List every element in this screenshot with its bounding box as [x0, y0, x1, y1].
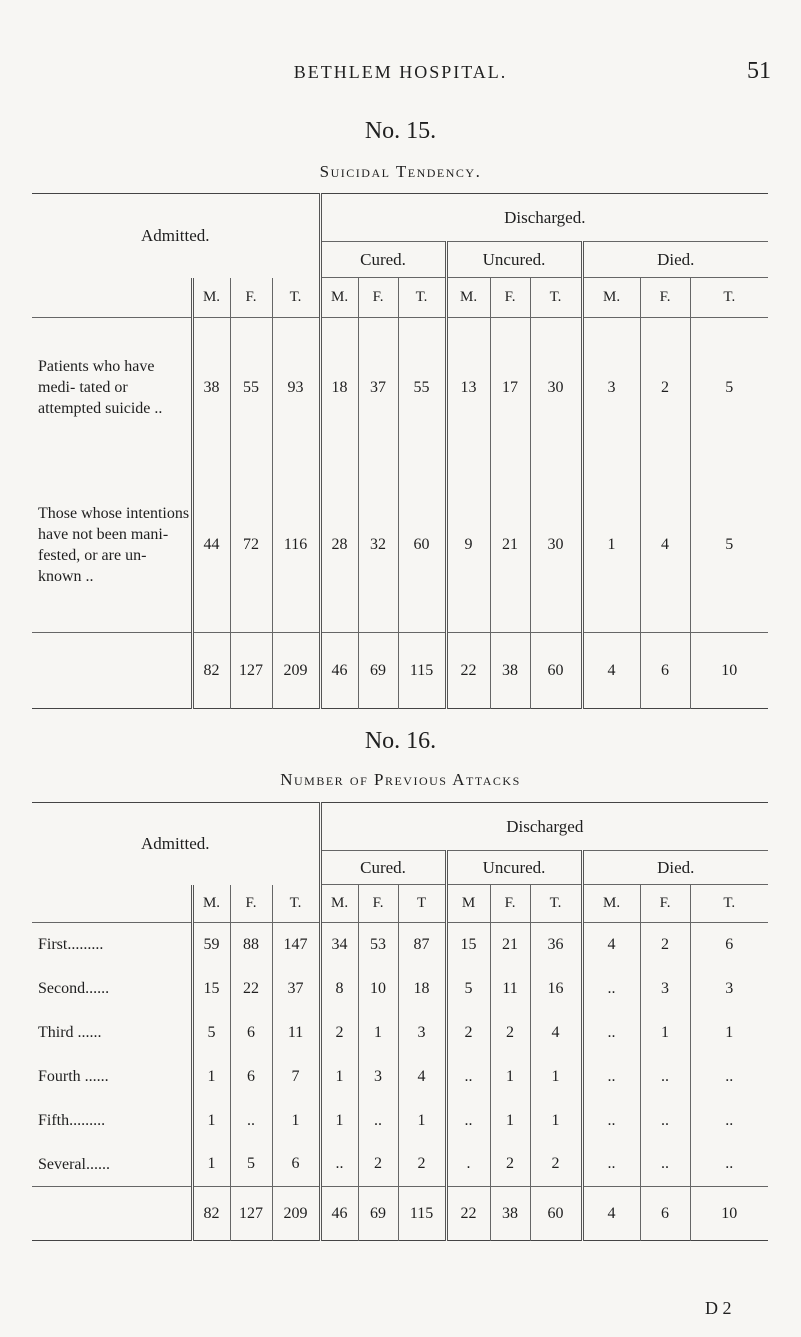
table-cell: 15: [446, 923, 490, 967]
table-cell: 22: [446, 633, 490, 709]
table-cell: 127: [230, 633, 272, 709]
table-row: [32, 318, 768, 458]
table-cell: ..: [582, 1143, 640, 1187]
table-cell: 36: [530, 923, 582, 967]
table-cell: 37: [272, 967, 320, 1011]
table-cell: 34: [320, 923, 358, 967]
table-cell: 127: [230, 1187, 272, 1241]
table15-col-header: F.: [640, 278, 690, 318]
table-cell: 82: [192, 1187, 230, 1241]
page-number: 51: [747, 58, 771, 84]
table-cell: 2: [640, 318, 690, 458]
table16-group-cured: Cured.: [320, 851, 446, 885]
table15-group-died: Died.: [582, 242, 768, 278]
table15-col-header: T.: [272, 278, 320, 318]
table-cell: 7: [272, 1055, 320, 1099]
table15-col-header: M.: [192, 278, 230, 318]
table-cell: ..: [446, 1055, 490, 1099]
table-cell: 28: [320, 458, 358, 633]
table-cell: 6: [640, 633, 690, 709]
table-cell: 116: [272, 458, 320, 633]
table-cell: 115: [398, 1187, 446, 1241]
table16-totals-row: [32, 1187, 768, 1241]
table-cell: 4: [582, 923, 640, 967]
table-cell: .: [446, 1143, 490, 1187]
table16-stub-header: [32, 885, 192, 923]
table-cell: 13: [446, 318, 490, 458]
table16-discharged-header: Discharged: [320, 803, 768, 851]
table-cell: 38: [192, 318, 230, 458]
table16-row-label: Several......: [38, 1155, 110, 1173]
table-cell: 6: [690, 923, 768, 967]
table-cell: 69: [358, 633, 398, 709]
table-cell: 6: [230, 1011, 272, 1055]
table-cell: 2: [398, 1143, 446, 1187]
table-cell: 1: [530, 1099, 582, 1143]
table16-col-header: M.: [582, 885, 640, 923]
table-cell: 69: [358, 1187, 398, 1241]
table-cell: 17: [490, 318, 530, 458]
table15-col-header: T.: [690, 278, 768, 318]
table-cell: 5: [192, 1011, 230, 1055]
table-cell: 88: [230, 923, 272, 967]
table-cell: 30: [530, 318, 582, 458]
table-cell: 1: [320, 1099, 358, 1143]
table-cell: 10: [358, 967, 398, 1011]
table16-admitted-header: Admitted.: [141, 833, 210, 853]
table-cell: ..: [640, 1055, 690, 1099]
table15-number: No. 15.: [364, 118, 437, 144]
table-cell: 60: [530, 1187, 582, 1241]
table-cell: 44: [192, 458, 230, 633]
table-cell: 10: [690, 633, 768, 709]
table15-col-header: T.: [398, 278, 446, 318]
table-cell: 2: [358, 1143, 398, 1187]
table-cell: 11: [490, 967, 530, 1011]
table-cell: 2: [446, 1011, 490, 1055]
table-cell: 8: [320, 967, 358, 1011]
table15-title: Suicidal Tendency.: [319, 162, 482, 181]
table-cell: 55: [398, 318, 446, 458]
table-cell: ..: [690, 1143, 768, 1187]
table16-row-label: First.........: [38, 936, 104, 954]
table15-col-header: F.: [230, 278, 272, 318]
table-cell: 2: [490, 1143, 530, 1187]
table16-row-label: Fourth ......: [38, 1068, 109, 1085]
table-cell: 22: [230, 967, 272, 1011]
table-cell: 6: [640, 1187, 690, 1241]
table-cell: 21: [490, 458, 530, 633]
table16-group-uncured: Uncured.: [446, 851, 582, 885]
table15-col-header: M.: [582, 278, 640, 318]
table-cell: 1: [490, 1055, 530, 1099]
table-cell: 82: [192, 633, 230, 709]
table-cell: ..: [690, 1055, 768, 1099]
table15-col-header: F.: [490, 278, 530, 318]
table-cell: 4: [582, 633, 640, 709]
table-cell: 2: [640, 923, 690, 967]
table15-stub-header: [32, 278, 192, 318]
table-cell: 147: [272, 923, 320, 967]
table-cell: 4: [398, 1055, 446, 1099]
table-cell: 3: [640, 967, 690, 1011]
table-cell: 1: [582, 458, 640, 633]
signature-mark: D 2: [705, 1298, 732, 1318]
table16-number: No. 16.: [364, 728, 437, 754]
table-cell: 1: [398, 1099, 446, 1143]
table-cell: 1: [192, 1055, 230, 1099]
table-cell: 1: [640, 1011, 690, 1055]
table-cell: 4: [640, 458, 690, 633]
table-cell: 22: [446, 1187, 490, 1241]
table-cell: 18: [320, 318, 358, 458]
table16-col-header: T.: [530, 885, 582, 923]
table-cell: 60: [530, 633, 582, 709]
table16-row-label: Third ......: [38, 1024, 102, 1041]
table-cell: 3: [358, 1055, 398, 1099]
table-cell: 5: [230, 1143, 272, 1187]
table-cell: 46: [320, 1187, 358, 1241]
table-cell: 6: [272, 1143, 320, 1187]
table15: [32, 193, 768, 709]
table-cell: 1: [192, 1099, 230, 1143]
table-cell: 32: [358, 458, 398, 633]
table-cell: 209: [272, 633, 320, 709]
table16-title: Number of Previous Attacks: [280, 770, 521, 789]
table-cell: 3: [398, 1011, 446, 1055]
table16-row-label: Fifth.........: [38, 1112, 106, 1129]
table-cell: ..: [640, 1143, 690, 1187]
table16-col-header: F.: [230, 885, 272, 923]
table15-row-label: Patients who have medi- tated or attempted suicide ..: [38, 358, 163, 418]
table15-admitted-header: Admitted.: [141, 225, 210, 245]
table15-col-header: M.: [320, 278, 358, 318]
table-cell: ..: [690, 1099, 768, 1143]
table-cell: 21: [490, 923, 530, 967]
table-cell: ..: [582, 1055, 640, 1099]
table-cell: ..: [358, 1099, 398, 1143]
table-cell: 5: [446, 967, 490, 1011]
table-row: [32, 1055, 768, 1099]
table-cell: ..: [582, 1011, 640, 1055]
table-cell: 5: [690, 458, 768, 633]
table-cell: 55: [230, 318, 272, 458]
table-cell: 30: [530, 458, 582, 633]
table-cell: ..: [320, 1143, 358, 1187]
table-cell: 5: [690, 318, 768, 458]
table16-col-header: T.: [272, 885, 320, 923]
table16-col-header: T.: [690, 885, 768, 923]
table-cell: ..: [582, 1099, 640, 1143]
table-cell: ..: [640, 1099, 690, 1143]
table-cell: 2: [530, 1143, 582, 1187]
table-cell: 46: [320, 633, 358, 709]
table15-col-header: F.: [358, 278, 398, 318]
table-cell: 53: [358, 923, 398, 967]
table-cell: 1: [358, 1011, 398, 1055]
table15-totals-row: [32, 633, 768, 709]
table-cell: 60: [398, 458, 446, 633]
table-cell: 38: [490, 1187, 530, 1241]
table-cell: 1: [320, 1055, 358, 1099]
table-cell: ..: [446, 1099, 490, 1143]
table15-discharged-header: Discharged.: [320, 194, 768, 242]
table-cell: 16: [530, 967, 582, 1011]
table-cell: 72: [230, 458, 272, 633]
table-cell: 37: [358, 318, 398, 458]
table-row: [32, 1011, 768, 1055]
table-cell: 1: [490, 1099, 530, 1143]
table-cell: 10: [690, 1187, 768, 1241]
table-cell: 3: [690, 967, 768, 1011]
table-cell: 11: [272, 1011, 320, 1055]
table16-col-header: F.: [358, 885, 398, 923]
table-cell: 1: [192, 1143, 230, 1187]
table-row: [32, 923, 768, 967]
table-cell: 209: [272, 1187, 320, 1241]
table-cell: 4: [530, 1011, 582, 1055]
table16-col-header: M.: [192, 885, 230, 923]
table-cell: 115: [398, 633, 446, 709]
table-cell: 15: [192, 967, 230, 1011]
table16-col-header: M: [446, 885, 490, 923]
running-head: [0, 58, 801, 86]
table-row: [32, 1143, 768, 1187]
table-cell: 1: [530, 1055, 582, 1099]
table16-row-label: Second......: [38, 980, 110, 997]
table15-col-header: T.: [530, 278, 582, 318]
table-cell: 4: [582, 1187, 640, 1241]
table-cell: 6: [230, 1055, 272, 1099]
table16-totals-label: [32, 1187, 192, 1241]
table-cell: 1: [272, 1099, 320, 1143]
table15-group-cured: Cured.: [320, 242, 446, 278]
table-cell: 38: [490, 633, 530, 709]
table-row: [32, 1099, 768, 1143]
table16-col-header: F.: [490, 885, 530, 923]
table16-col-header: T: [398, 885, 446, 923]
table-cell: 9: [446, 458, 490, 633]
table-cell: 18: [398, 967, 446, 1011]
table-cell: 2: [490, 1011, 530, 1055]
table-cell: 3: [582, 318, 640, 458]
table-cell: 59: [192, 923, 230, 967]
table-cell: 1: [690, 1011, 768, 1055]
table15-group-uncured: Uncured.: [446, 242, 582, 278]
table15-row-label: Those whose intentions have not been mani- fested, or are un- known ..: [38, 504, 190, 585]
running-head-title: BETHLEM HOSPITAL.: [293, 62, 508, 82]
table16: [32, 802, 768, 1241]
table15-totals-label: [32, 633, 192, 709]
table-cell: ..: [230, 1099, 272, 1143]
table-cell: 87: [398, 923, 446, 967]
table16-col-header: F.: [640, 885, 690, 923]
table-row: [32, 458, 768, 633]
table16-group-died: Died.: [582, 851, 768, 885]
table-cell: 93: [272, 318, 320, 458]
table16-col-header: M.: [320, 885, 358, 923]
table-cell: ..: [582, 967, 640, 1011]
table-row: [32, 967, 768, 1011]
table15-col-header: M.: [446, 278, 490, 318]
table-cell: 2: [320, 1011, 358, 1055]
